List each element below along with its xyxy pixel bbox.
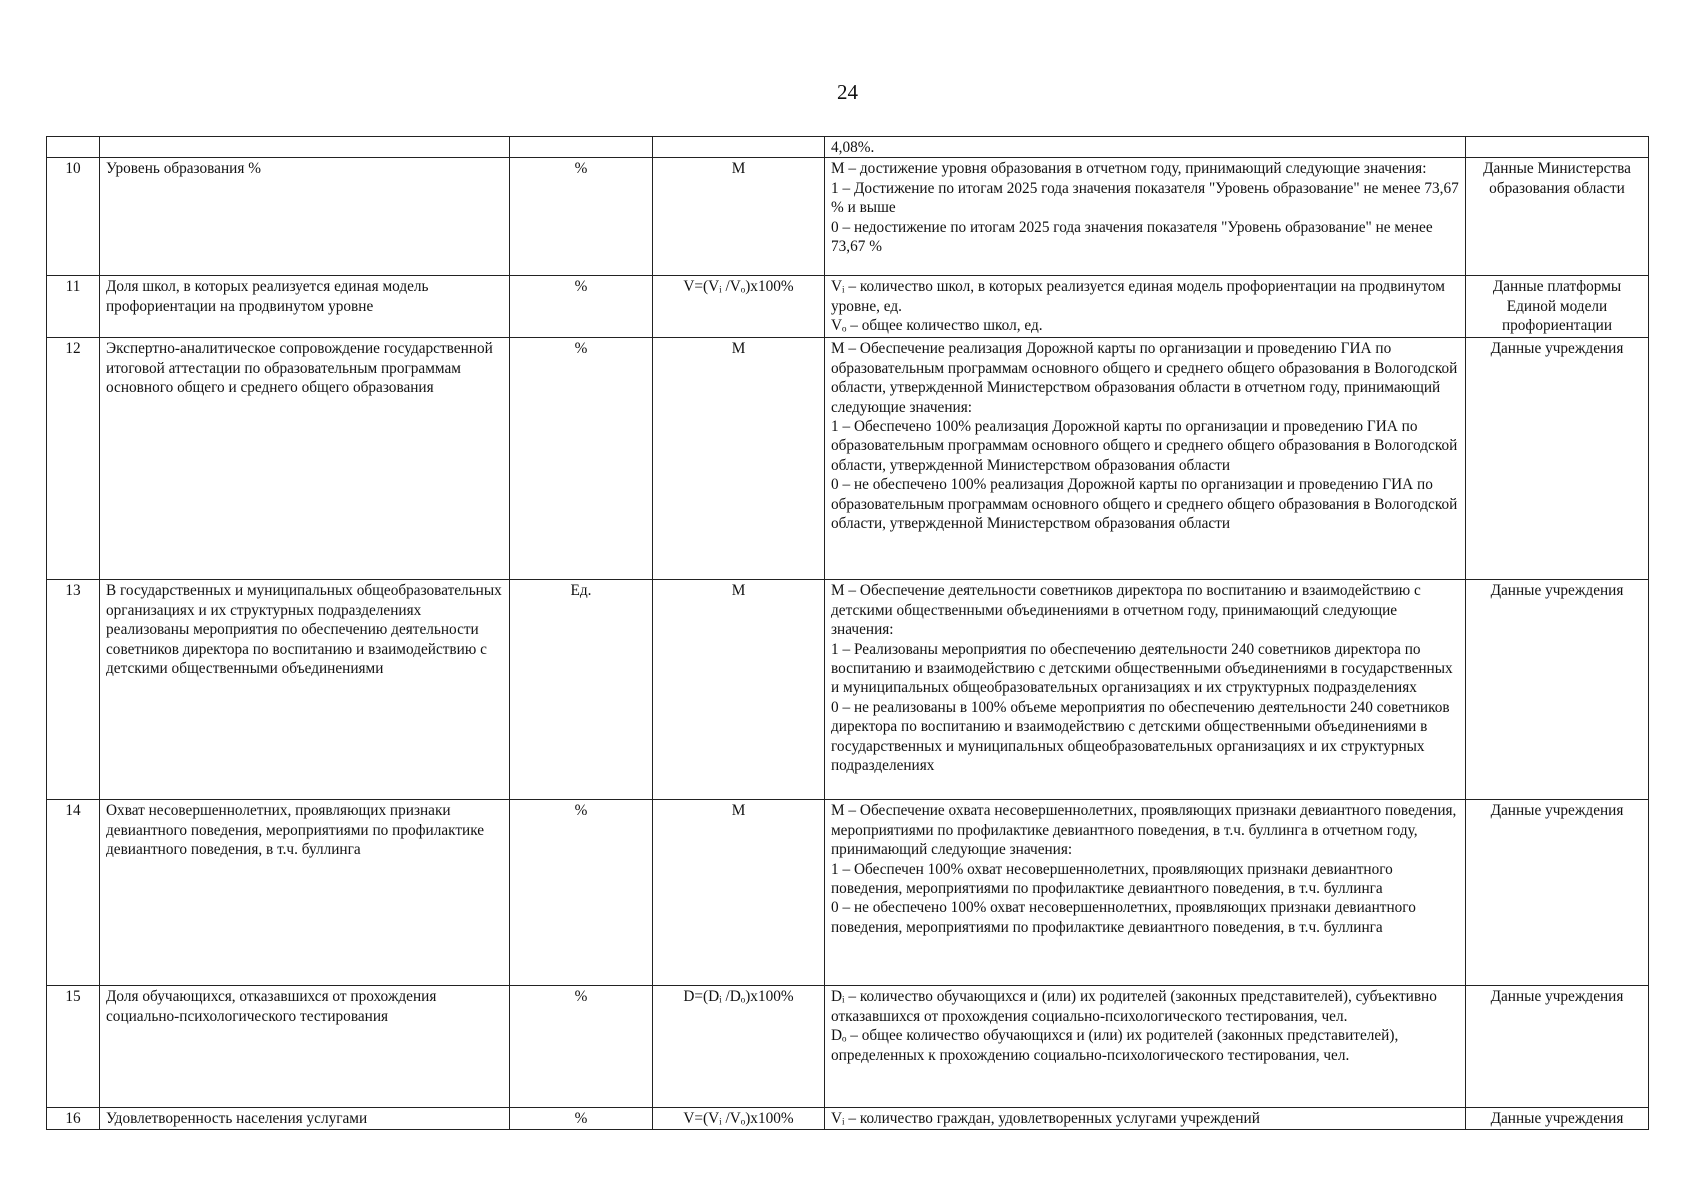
unit-cell: % bbox=[510, 800, 653, 986]
table-row bbox=[47, 158, 1649, 276]
unit-cell: % bbox=[510, 276, 653, 338]
indicator-name: Уровень образования % bbox=[100, 158, 510, 276]
unit-cell: % bbox=[510, 338, 653, 580]
formula-cell: М bbox=[653, 580, 825, 800]
table-row bbox=[47, 1108, 1649, 1130]
formula-cell: М bbox=[653, 158, 825, 276]
page-number: 24 bbox=[837, 80, 858, 104]
row-number: 13 bbox=[47, 580, 100, 800]
row-number: 14 bbox=[47, 800, 100, 986]
method-text: М – Обеспечение реализация Дорожной карты по организации и проведению ГИА по образовательным программам основного общего и среднего общего образования в Вологодской области, утвержденной Министерством образования области в отчетном году, принимающий следующие значения: 1 – Обеспечено 100% реализация Дорожной карты по организации и проведению ГИА по образовательным программам основного общего и среднего общего образования в Вологодской области, утвержденной Министерством образования области 0 – не обеспечено 100% реализация Дорожной карты по организации и проведению ГИА по образовательным программам основного общего и среднего общего образования в Вологодской области, утвержденной Министерством образования области bbox=[831, 340, 1458, 533]
unit-cell: Ед. bbox=[510, 580, 653, 800]
method-text: Dᵢ – количество обучающихся и (или) их родителей (законных представителей), субъективно отказавшихся от прохождения социально-психологического тестирования, чел. Dₒ – общее количество обучающихся и (или) их родителей (законных представителей), определенных к прохождению социально-психологического тестирования, чел. bbox=[831, 988, 1437, 1064]
method-text: М – достижение уровня образования в отчетном году, принимающий следующие значения: 1 – Достижение по итогам 2025 года значения показателя "Уровень образование" не менее 73,67 % и выше 0 – недостижение по итогам 2025 года значения показателя "Уровень образование" не менее 73,67 % bbox=[831, 160, 1459, 256]
method-cell bbox=[825, 276, 1466, 338]
row-number: 10 bbox=[47, 158, 100, 276]
row-number: 15 bbox=[47, 986, 100, 1108]
source-cell: Данные учреждения bbox=[1466, 338, 1649, 580]
method-cell bbox=[825, 986, 1466, 1108]
source-cell: Данные учреждения bbox=[1466, 580, 1649, 800]
indicator-name: Охват несовершеннолетних, проявляющих признаки девиантного поведения, мероприятиями по профилактике девиантного поведения, в т.ч. буллинга bbox=[100, 800, 510, 986]
formula-cell: V=(Vᵢ /Vₒ)х100% bbox=[653, 276, 825, 338]
row-number: 12 bbox=[47, 338, 100, 580]
source-cell: Данные учреждения bbox=[1466, 800, 1649, 986]
formula-cell: М bbox=[653, 800, 825, 986]
indicators-table bbox=[46, 136, 1649, 1130]
table-row bbox=[47, 800, 1649, 986]
indicator-name: Удовлетворенность населения услугами bbox=[100, 1108, 510, 1130]
unit-cell: % bbox=[510, 1108, 653, 1130]
source-cell bbox=[1466, 137, 1649, 158]
unit-cell: % bbox=[510, 986, 653, 1108]
indicator-name: Доля обучающихся, отказавшихся от прохождения социально-психологического тестирования bbox=[100, 986, 510, 1108]
formula-cell: М bbox=[653, 338, 825, 580]
method-cell bbox=[825, 800, 1466, 986]
row-number bbox=[47, 137, 100, 158]
unit-cell bbox=[510, 137, 653, 158]
source-cell: Данные учреждения bbox=[1466, 986, 1649, 1108]
method-cell bbox=[825, 338, 1466, 580]
row-number: 11 bbox=[47, 276, 100, 338]
table-row bbox=[47, 580, 1649, 800]
indicator-name: Экспертно-аналитическое сопровождение государственной итоговой аттестации по образовательным программам основного общего и среднего общего образования bbox=[100, 338, 510, 580]
method-text: Vᵢ – количество граждан, удовлетворенных услугами учреждений bbox=[831, 1110, 1260, 1128]
table-row bbox=[47, 276, 1649, 338]
method-cell bbox=[825, 580, 1466, 800]
table-row bbox=[47, 137, 1649, 158]
table-row bbox=[47, 986, 1649, 1108]
method-cell bbox=[825, 158, 1466, 276]
source-cell: Данные платформы Единой модели профориентации bbox=[1466, 276, 1649, 338]
method-text: М – Обеспечение охвата несовершеннолетних, проявляющих признаки девиантного поведения, мероприятиями по профилактике девиантного поведения, в т.ч. буллинга в отчетном году, принимающий следующие значения: 1 – Обеспечен 100% охват несовершеннолетних, проявляющих признаки девиантного поведения, мероприятиями по профилактике девиантного поведения, в т.ч. буллинга 0 – не обеспечено 100% охват несовершеннолетних, проявляющих признаки девиантного поведения, мероприятиями по профилактике девиантного поведения, в т.ч. буллинга bbox=[831, 802, 1457, 936]
method-text: 4,08%. bbox=[831, 139, 875, 156]
indicator-name bbox=[100, 137, 510, 158]
indicator-name: Доля школ, в которых реализуется единая модель профориентации на продвинутом уровне bbox=[100, 276, 510, 338]
formula-cell: V=(Vᵢ /Vₒ)х100% bbox=[653, 1108, 825, 1130]
method-cell bbox=[825, 1108, 1466, 1130]
method-cell bbox=[825, 137, 1466, 158]
source-cell: Данные учреждения bbox=[1466, 1108, 1649, 1130]
formula-cell: D=(Dᵢ /Dₒ)х100% bbox=[653, 986, 825, 1108]
indicator-name: В государственных и муниципальных общеобразовательных организациях и их структурных подразделениях реализованы мероприятия по обеспечению деятельности советников директора по воспитанию и взаимодействию с детскими общественными объединениями bbox=[100, 580, 510, 800]
unit-cell: % bbox=[510, 158, 653, 276]
formula-cell bbox=[653, 137, 825, 158]
method-text: М – Обеспечение деятельности советников директора по воспитанию и взаимодействию с детскими общественными объединениями в отчетном году, принимающий следующие значения: 1 – Реализованы мероприятия по обеспечению деятельности 240 советников директора по воспитанию и взаимодействию с детскими общественными объединениями в государственных и муниципальных общеобразовательных организациях и их структурных подразделениях 0 – не реализованы в 100% объеме мероприятия по обеспечению деятельности 240 советников директора по воспитанию и взаимодействию с детскими общественными объединениями в государственных и муниципальных общеобразовательных организациях и их структурных подразделениях bbox=[831, 582, 1453, 775]
row-number: 16 bbox=[47, 1108, 100, 1130]
source-cell: Данные Министерства образования области bbox=[1466, 158, 1649, 276]
method-text: Vᵢ – количество школ, в которых реализуется единая модель профориентации на продвинутом уровне, ед. Vₒ – общее количество школ, ед. bbox=[831, 278, 1445, 335]
table-row bbox=[47, 338, 1649, 580]
